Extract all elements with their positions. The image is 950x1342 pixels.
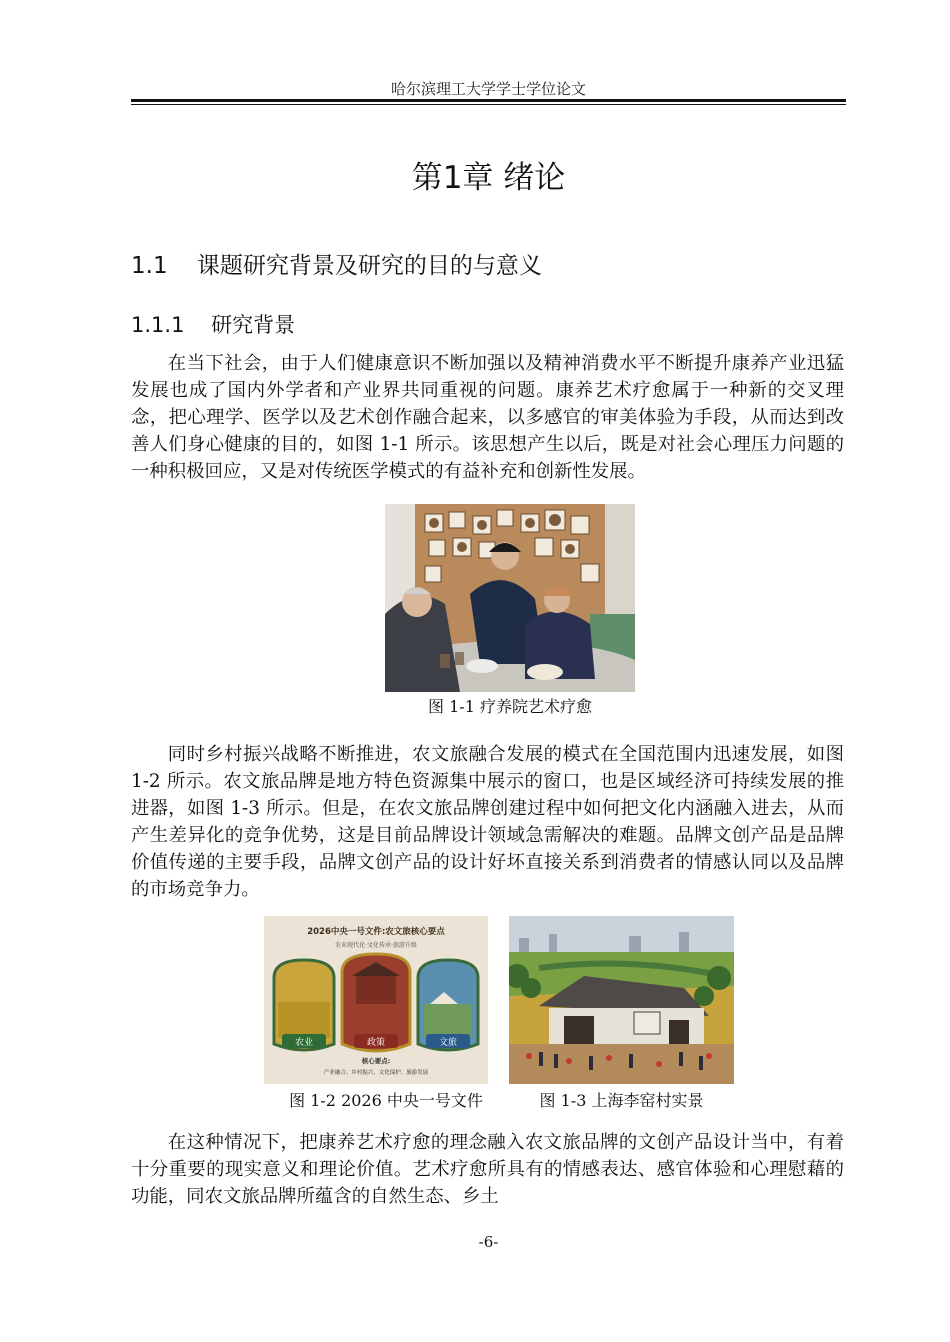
poster-title: 2026中央一号文件:农文旅核心要点 [307, 927, 445, 937]
poster-panel-policy: 政策 [366, 1038, 386, 1048]
subsection-title: 研究背景 [211, 313, 296, 337]
figure-1-1-photo [385, 504, 635, 692]
chapter-title: 第1章 绪论 [411, 160, 566, 196]
page-number: -6- [478, 1233, 499, 1251]
subsection-heading [131, 309, 295, 339]
header-rule-thin [131, 104, 846, 105]
figure-1-2-caption: 图 1-2 2026 中央一号文件 [289, 1091, 483, 1110]
poster-key-points: 产业融合、乡村振兴、文化保护、旅游发展 [323, 1070, 429, 1076]
section-number: 1.1 [131, 253, 168, 279]
paragraph-2: 同时乡村振兴战略不断推进，农文旅融合发展的模式在全国范围内迅速发展，如图 1-2 所示。农文旅品牌是地方特色资源集中展示的窗口，也是区域经济可持续发展的推进器，如图 1-3 所示。但是，在农文旅品牌创建过程中如何把文化内涵融入进去，从而产生差异化的竞争优势，这是目前品牌设计领域急需解决的难题。品牌文创产品是品牌价值传递的主要手段，品牌文创产品的设计好坏直接关系到消费者的情感认同以及品牌的市场竞争力。 [131, 744, 844, 900]
section-heading [131, 247, 542, 280]
figure-1-3-photo [509, 916, 734, 1084]
running-header: 哈尔滨理工大学学士学位论文 [390, 80, 586, 98]
subsection-number: 1.1.1 [131, 313, 185, 337]
figure-1-2-poster [264, 916, 488, 1084]
figure-1-1-caption: 图 1-1 疗养院艺术疗愈 [428, 697, 592, 716]
poster-key-points-title: 核心要点: [361, 1057, 391, 1065]
paragraph-3: 在这种情况下，把康养艺术疗愈的理念融入农文旅品牌的文创产品设计当中，有着十分重要的现实意义和理论价值。艺术疗愈所具有的情感表达、感官体验和心理慰藉的功能，同农文旅品牌所蕴含的自然生态、乡土 [131, 1132, 844, 1207]
poster-panel-agriculture: 农业 [294, 1038, 314, 1048]
paragraph-1: 在当下社会，由于人们健康意识不断加强以及精神消费水平不断提升康养产业迅猛发展也成了国内外学者和产业界共同重视的问题。康养艺术疗愈属于一种新的交叉理念，把心理学、医学以及艺术创作融合起来，以多感官的审美体验为手段，从而达到改善人们身心健康的目的，如图 1-1 所示。该思想产生以后，既是对社会心理压力问题的一种积极回应，又是对传统医学模式的有益补充和创新性发展。 [131, 353, 844, 482]
poster-subtitle: 农业现代化·文化传承·旅游升级 [335, 942, 417, 949]
poster-panel-tourism: 文旅 [438, 1038, 458, 1048]
section-title: 课题研究背景及研究的目的与意义 [196, 253, 542, 279]
figure-1-3-caption: 图 1-3 上海李窑村实景 [539, 1091, 704, 1110]
header-rule-thick [131, 99, 846, 102]
